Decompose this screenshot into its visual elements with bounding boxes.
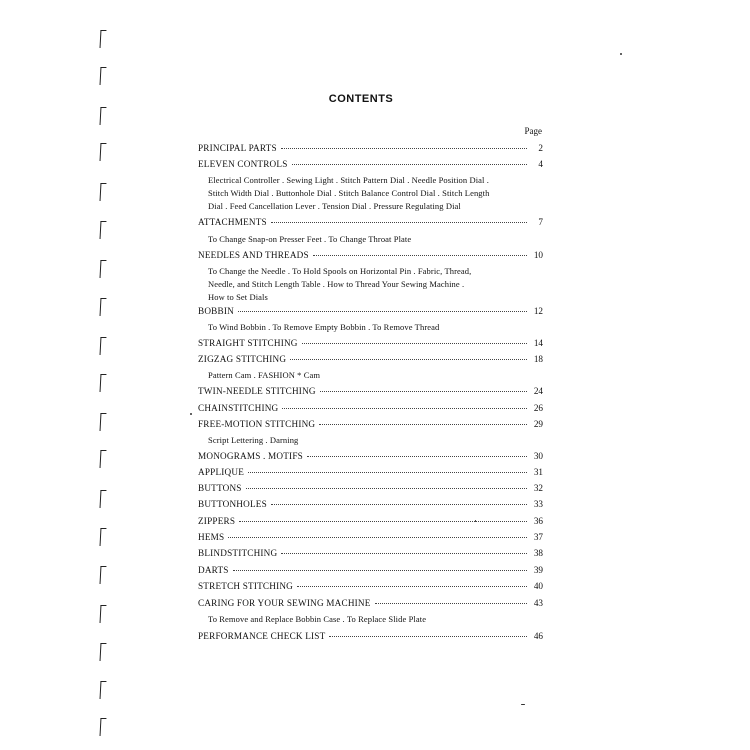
dot-leader <box>248 472 527 473</box>
toc-entry-title: BUTTONHOLES <box>198 499 267 509</box>
dot-leader <box>281 553 527 554</box>
subtopic-line: To Wind Bobbin . To Remove Empty Bobbin . To Remove Thread <box>208 322 440 332</box>
toc-entry-page: 26 <box>533 403 543 413</box>
toc-entry-straight-stitching[interactable] <box>198 337 543 349</box>
binding-hole-mark <box>100 107 107 125</box>
dot-leader <box>307 456 527 457</box>
binding-hole-mark <box>100 143 107 161</box>
toc-entry-hems[interactable] <box>198 531 543 543</box>
toc-subtopics-attachments <box>208 233 538 246</box>
subtopic-line: Pattern Cam . FASHION * Cam <box>208 370 321 380</box>
toc-entry-title: APPLIQUE <box>198 467 245 477</box>
toc-entry-monograms-motifs[interactable] <box>198 450 543 462</box>
subtopic-line: To Remove and Replace Bobbin Case . To Replace Slide Plate <box>208 614 427 624</box>
toc-entry-principal-parts[interactable] <box>198 142 543 154</box>
toc-entry-needles-and-threads[interactable] <box>198 249 543 261</box>
dot-leader <box>271 222 527 223</box>
page-column-label: Page <box>524 126 542 136</box>
toc-entry-page: 2 <box>538 143 543 153</box>
toc-entry-page: 39 <box>533 565 543 575</box>
dot-leader <box>302 343 527 344</box>
binding-hole-mark <box>100 643 107 661</box>
toc-entry-title: STRAIGHT STITCHING <box>198 338 298 348</box>
toc-entry-title: ZIPPERS <box>198 516 236 526</box>
toc-subtopics-needles-and-threads <box>208 265 538 304</box>
toc-entry-page: 30 <box>533 451 543 461</box>
toc-entry-bobbin[interactable] <box>198 305 543 317</box>
toc-entry-blindstitching[interactable] <box>198 547 543 559</box>
toc-entry-title: BOBBIN <box>198 306 234 316</box>
toc-subtopics-free-motion <box>208 434 538 447</box>
scan-speck <box>521 704 525 705</box>
toc-entry-page: 31 <box>533 467 543 477</box>
dot-leader <box>313 255 527 256</box>
subtopic-line: How to Set Dials <box>208 292 268 302</box>
dot-leader <box>281 148 527 149</box>
toc-entry-title: CHAINSTITCHING <box>198 403 279 413</box>
binding-hole-mark <box>100 681 107 699</box>
toc-entry-buttonholes[interactable] <box>198 498 543 510</box>
toc-entry-page: 43 <box>533 598 543 608</box>
toc-entry-title: NEEDLES AND THREADS <box>198 250 309 260</box>
toc-entry-page: 7 <box>538 217 543 227</box>
toc-entry-darts[interactable] <box>198 564 543 576</box>
dot-leader <box>319 424 527 425</box>
subtopic-line: Script Lettering . Darning <box>208 435 299 445</box>
toc-entry-page: 32 <box>533 483 543 493</box>
toc-entry-page: 29 <box>533 419 543 429</box>
binding-hole-mark <box>100 566 107 584</box>
dot-leader <box>246 488 527 489</box>
toc-entry-title: BLINDSTITCHING <box>198 548 278 558</box>
dot-leader <box>320 391 527 392</box>
subtopic-line: Needle, and Stitch Length Table . How to Thread Your Sewing Machine . <box>208 279 465 289</box>
binding-hole-mark <box>100 67 107 85</box>
toc-entry-page: 18 <box>533 354 543 364</box>
binding-hole-mark <box>100 260 107 278</box>
toc-entry-applique[interactable] <box>198 466 543 478</box>
subtopic-line: Stitch Width Dial . Buttonhole Dial . Stitch Balance Control Dial . Stitch Length <box>208 188 490 198</box>
toc-entry-eleven-controls[interactable] <box>198 158 543 170</box>
toc-entry-title: ATTACHMENTS <box>198 217 267 227</box>
dot-leader <box>228 537 527 538</box>
toc-entry-attachments[interactable] <box>198 216 543 228</box>
toc-entry-twin-needle-stitching[interactable] <box>198 385 543 397</box>
toc-entry-title: ELEVEN CONTROLS <box>198 159 288 169</box>
toc-entry-page: 38 <box>533 548 543 558</box>
toc-subtopics-bobbin <box>208 321 538 334</box>
binding-hole-mark <box>100 298 107 316</box>
dot-leader <box>233 570 527 571</box>
binding-hole-mark <box>100 221 107 239</box>
toc-entry-zippers[interactable] <box>198 515 543 527</box>
toc-entry-title: CARING FOR YOUR SEWING MACHINE <box>198 598 371 608</box>
dot-leader <box>238 311 527 312</box>
toc-entry-page: 37 <box>533 532 543 542</box>
toc-entry-page: 36 <box>533 516 543 526</box>
binding-hole-mark <box>100 374 107 392</box>
binding-hole-mark <box>100 183 107 201</box>
toc-subtopics-zigzag <box>208 369 538 382</box>
subtopic-line: To Change Snap-on Presser Feet . To Change Throat Plate <box>208 234 412 244</box>
page-title: CONTENTS <box>328 93 394 105</box>
toc-subtopics-caring <box>208 613 538 626</box>
binding-hole-mark <box>100 450 107 468</box>
dot-leader <box>282 408 527 409</box>
toc-entry-title: PERFORMANCE CHECK LIST <box>198 631 326 641</box>
toc-entry-chainstitching[interactable] <box>198 402 543 414</box>
subtopic-line: To Change the Needle . To Hold Spools on Horizontal Pin . Fabric, Thread, <box>208 266 472 276</box>
toc-entry-title: HEMS <box>198 532 225 542</box>
dot-leader <box>375 603 527 604</box>
toc-entry-title: BUTTONS <box>198 483 242 493</box>
toc-entry-page: 24 <box>533 386 543 396</box>
scan-speck <box>620 53 622 55</box>
toc-entry-title: TWIN-NEEDLE STITCHING <box>198 386 316 396</box>
subtopic-line: Dial . Feed Cancellation Lever . Tension Dial . Pressure Regulating Dial <box>208 201 461 211</box>
toc-entry-caring-for-machine[interactable] <box>198 597 543 609</box>
toc-entry-page: 33 <box>533 499 543 509</box>
toc-entry-page: 12 <box>533 306 543 316</box>
toc-entry-buttons[interactable] <box>198 482 543 494</box>
toc-subtopics-eleven-controls <box>208 174 538 213</box>
dot-leader <box>297 586 527 587</box>
toc-entry-performance-check-list[interactable] <box>198 630 543 642</box>
toc-entry-title: PRINCIPAL PARTS <box>198 143 277 153</box>
toc-entry-title: DARTS <box>198 565 229 575</box>
binding-hole-mark <box>100 718 107 736</box>
dot-leader <box>292 164 527 165</box>
toc-entry-page: 14 <box>533 338 543 348</box>
toc-entry-stretch-stitching[interactable] <box>198 580 543 592</box>
toc-entry-title: STRETCH STITCHING <box>198 581 294 591</box>
toc-entry-title: MONOGRAMS . MOTIFS <box>198 451 303 461</box>
dot-leader <box>290 359 527 360</box>
dot-leader <box>239 521 527 522</box>
binding-hole-mark <box>100 413 107 431</box>
dot-leader <box>271 504 527 505</box>
toc-entry-page: 10 <box>533 250 543 260</box>
binding-hole-mark <box>100 337 107 355</box>
toc-entry-title: FREE-MOTION STITCHING <box>198 419 316 429</box>
toc-entry-free-motion-stitching[interactable] <box>198 418 543 430</box>
toc-entry-page: 46 <box>533 631 543 641</box>
dot-leader <box>329 636 527 637</box>
subtopic-line: Electrical Controller . Sewing Light . Stitch Pattern Dial . Needle Position Dial . <box>208 175 489 185</box>
binding-hole-mark <box>100 605 107 623</box>
toc-entry-page: 4 <box>538 159 543 169</box>
scan-speck <box>190 413 192 415</box>
toc-entry-zigzag-stitching[interactable] <box>198 353 543 365</box>
toc-entry-title: ZIGZAG STITCHING <box>198 354 287 364</box>
binding-hole-mark <box>100 30 107 48</box>
binding-hole-mark <box>100 490 107 508</box>
binding-hole-mark <box>100 528 107 546</box>
toc-entry-page: 40 <box>533 581 543 591</box>
